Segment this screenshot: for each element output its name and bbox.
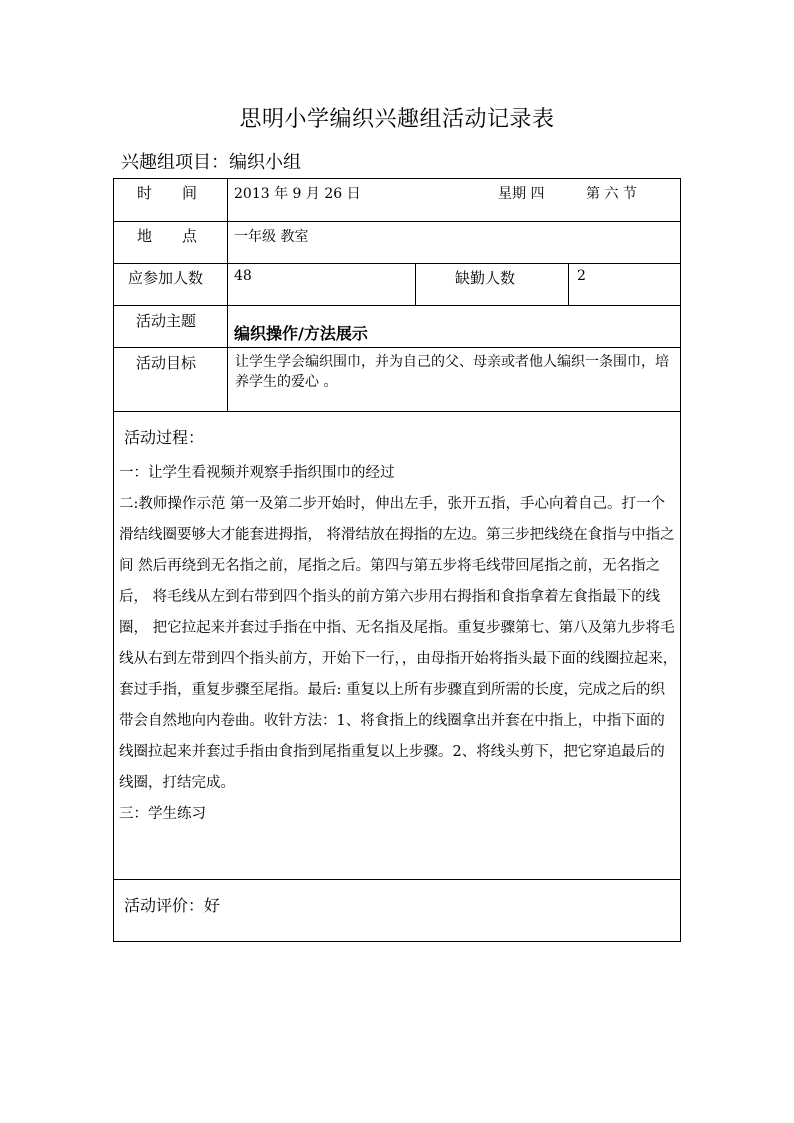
column-divider <box>568 263 569 305</box>
project-line: 兴趣组项目：编织小组 <box>121 152 301 173</box>
column-divider <box>415 263 416 305</box>
row-divider <box>113 305 681 306</box>
theme-value: 编织操作/方法展示 <box>234 324 368 343</box>
row-divider <box>113 879 681 880</box>
process-step-3: 三：学生练习 <box>119 806 206 822</box>
process-step-1: 一：让学生看视频并观察手指织围巾的经过 <box>119 465 395 481</box>
place-label: 地 点 <box>137 227 198 245</box>
row-divider <box>113 411 681 412</box>
absent-count-value: 2 <box>577 268 586 284</box>
weekday-value: 星期 四 <box>498 186 545 202</box>
row-divider <box>113 221 681 222</box>
process-step-2: 二:教师操作示范 第一及第二步开始时，伸出左手，张开五指，手心向着自己。打一个滑结线圈要够大才能套进拇指， 将滑结放在拇指的左边。第三步把线绕在食指与中指之间 然后再绕到无名指之前，尾指之后。第四与第五步将毛线带回尾指之前，无名指之后， 将毛线从左到右带到四个指头的前方第六步用右拇指和食指拿着左食指最下的线圈， 把它拉起来并套过手指在中指、无名指及尾指。重复步骤第七、第八及第九步将毛线从右到左带到四个指头前方，开始下一行，，由母指开始将指头最下面的线圈拉起来，套过手指，重复步骤至尾指。最后: 重复以上所有步骤直到所需的长度，完成之后的织带会自然地向内卷曲。收针方法：1、将食指上的线圈拿出并套在中指上，中指下面的线圈拉起来并套过手指由食指到尾指重复以上步骤。2、将线头剪下，把它穿追最后的线圈，打结完成。 <box>119 496 678 791</box>
column-divider <box>227 178 228 411</box>
process-body <box>119 458 679 830</box>
row-divider <box>113 347 681 348</box>
goal-label: 活动目标 <box>136 354 197 372</box>
place-value: 一年级 教室 <box>234 229 309 245</box>
evaluation-line: 活动评价：好 <box>124 896 221 915</box>
process-label: 活动过程： <box>124 428 205 447</box>
expected-count-value: 48 <box>234 268 252 284</box>
theme-label: 活动主题 <box>136 312 197 330</box>
form-title: 思明小学编织兴趣组活动记录表 <box>239 107 555 132</box>
row-divider <box>113 263 681 264</box>
period-value: 第 六 节 <box>586 186 637 202</box>
expected-count-label: 应参加人数 <box>128 269 204 287</box>
time-label: 时 间 <box>137 184 198 202</box>
absent-count-label: 缺勤人数 <box>455 269 516 287</box>
date-value: 2013 年 9 月 26 日 <box>234 186 361 202</box>
goal-value: 让学生学会编织围巾，并为自己的父、母亲或者他人编织一条围巾，培养学生的爱心 。 <box>235 354 669 390</box>
